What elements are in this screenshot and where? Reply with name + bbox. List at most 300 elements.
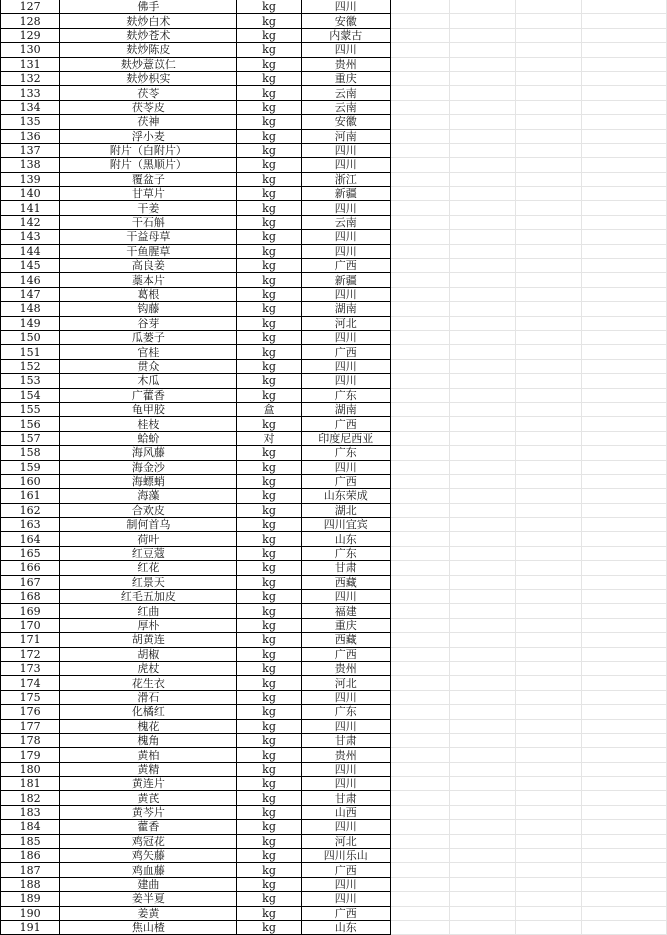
- empty-cell[interactable]: [515, 57, 581, 71]
- empty-cell[interactable]: [515, 575, 581, 589]
- empty-cell[interactable]: [390, 762, 449, 776]
- row-number-cell[interactable]: 159: [1, 460, 60, 474]
- herb-name-cell[interactable]: 胡黄连: [60, 633, 237, 647]
- origin-cell[interactable]: 印度尼西亚: [301, 431, 390, 445]
- empty-cell[interactable]: [390, 86, 449, 100]
- empty-cell[interactable]: [449, 388, 515, 402]
- origin-cell[interactable]: 甘肃: [301, 561, 390, 575]
- empty-cell[interactable]: [515, 474, 581, 488]
- herb-name-cell[interactable]: 红景天: [60, 575, 237, 589]
- unit-cell[interactable]: kg: [237, 388, 301, 402]
- empty-cell[interactable]: [581, 316, 666, 330]
- empty-cell[interactable]: [449, 906, 515, 920]
- empty-cell[interactable]: [449, 690, 515, 704]
- origin-cell[interactable]: 四川: [301, 690, 390, 704]
- empty-cell[interactable]: [390, 230, 449, 244]
- empty-cell[interactable]: [449, 604, 515, 618]
- empty-cell[interactable]: [581, 431, 666, 445]
- empty-cell[interactable]: [515, 748, 581, 762]
- origin-cell[interactable]: 山西: [301, 805, 390, 819]
- empty-cell[interactable]: [515, 0, 581, 14]
- row-number-cell[interactable]: 139: [1, 172, 60, 186]
- empty-cell[interactable]: [581, 446, 666, 460]
- empty-cell[interactable]: [449, 748, 515, 762]
- unit-cell[interactable]: kg: [237, 201, 301, 215]
- empty-cell[interactable]: [515, 791, 581, 805]
- row-number-cell[interactable]: 158: [1, 446, 60, 460]
- row-number-cell[interactable]: 137: [1, 143, 60, 157]
- empty-cell[interactable]: [515, 532, 581, 546]
- empty-cell[interactable]: [449, 71, 515, 85]
- unit-cell[interactable]: kg: [237, 877, 301, 891]
- herb-name-cell[interactable]: 槐花: [60, 719, 237, 733]
- unit-cell[interactable]: kg: [237, 115, 301, 129]
- empty-cell[interactable]: [515, 561, 581, 575]
- herb-name-cell[interactable]: 黄芩片: [60, 805, 237, 819]
- unit-cell[interactable]: kg: [237, 359, 301, 373]
- herb-name-cell[interactable]: 胡椒: [60, 647, 237, 661]
- empty-cell[interactable]: [515, 345, 581, 359]
- unit-cell[interactable]: kg: [237, 748, 301, 762]
- empty-cell[interactable]: [515, 590, 581, 604]
- unit-cell[interactable]: kg: [237, 259, 301, 273]
- row-number-cell[interactable]: 144: [1, 244, 60, 258]
- row-number-cell[interactable]: 149: [1, 316, 60, 330]
- empty-cell[interactable]: [449, 805, 515, 819]
- empty-cell[interactable]: [390, 849, 449, 863]
- origin-cell[interactable]: 山东: [301, 532, 390, 546]
- empty-cell[interactable]: [449, 215, 515, 229]
- empty-cell[interactable]: [390, 791, 449, 805]
- empty-cell[interactable]: [581, 661, 666, 675]
- empty-cell[interactable]: [515, 129, 581, 143]
- empty-cell[interactable]: [449, 330, 515, 344]
- empty-cell[interactable]: [515, 359, 581, 373]
- empty-cell[interactable]: [449, 820, 515, 834]
- empty-cell[interactable]: [581, 43, 666, 57]
- row-number-cell[interactable]: 131: [1, 57, 60, 71]
- empty-cell[interactable]: [449, 359, 515, 373]
- empty-cell[interactable]: [390, 906, 449, 920]
- row-number-cell[interactable]: 130: [1, 43, 60, 57]
- row-number-cell[interactable]: 184: [1, 820, 60, 834]
- empty-cell[interactable]: [581, 158, 666, 172]
- unit-cell[interactable]: kg: [237, 489, 301, 503]
- origin-cell[interactable]: 新疆: [301, 273, 390, 287]
- origin-cell[interactable]: 广西: [301, 417, 390, 431]
- unit-cell[interactable]: kg: [237, 604, 301, 618]
- row-number-cell[interactable]: 150: [1, 330, 60, 344]
- row-number-cell[interactable]: 151: [1, 345, 60, 359]
- herb-name-cell[interactable]: 建曲: [60, 877, 237, 891]
- empty-cell[interactable]: [390, 143, 449, 157]
- empty-cell[interactable]: [449, 172, 515, 186]
- empty-cell[interactable]: [581, 791, 666, 805]
- origin-cell[interactable]: 四川: [301, 43, 390, 57]
- empty-cell[interactable]: [390, 287, 449, 301]
- empty-cell[interactable]: [581, 100, 666, 114]
- unit-cell[interactable]: kg: [237, 532, 301, 546]
- empty-cell[interactable]: [390, 748, 449, 762]
- empty-cell[interactable]: [390, 374, 449, 388]
- empty-cell[interactable]: [515, 705, 581, 719]
- origin-cell[interactable]: 广西: [301, 863, 390, 877]
- empty-cell[interactable]: [581, 359, 666, 373]
- empty-cell[interactable]: [449, 561, 515, 575]
- origin-cell[interactable]: 新疆: [301, 187, 390, 201]
- herb-name-cell[interactable]: 红毛五加皮: [60, 590, 237, 604]
- empty-cell[interactable]: [581, 892, 666, 906]
- unit-cell[interactable]: kg: [237, 129, 301, 143]
- unit-cell[interactable]: kg: [237, 892, 301, 906]
- empty-cell[interactable]: [390, 489, 449, 503]
- unit-cell[interactable]: kg: [237, 71, 301, 85]
- origin-cell[interactable]: 甘肃: [301, 733, 390, 747]
- empty-cell[interactable]: [449, 417, 515, 431]
- unit-cell[interactable]: kg: [237, 733, 301, 747]
- empty-cell[interactable]: [581, 705, 666, 719]
- herb-name-cell[interactable]: 鸡矢藤: [60, 849, 237, 863]
- origin-cell[interactable]: 西藏: [301, 575, 390, 589]
- empty-cell[interactable]: [390, 705, 449, 719]
- empty-cell[interactable]: [515, 762, 581, 776]
- herb-name-cell[interactable]: 干姜: [60, 201, 237, 215]
- empty-cell[interactable]: [581, 877, 666, 891]
- empty-cell[interactable]: [390, 201, 449, 215]
- origin-cell[interactable]: 河南: [301, 129, 390, 143]
- empty-cell[interactable]: [515, 446, 581, 460]
- herb-name-cell[interactable]: 贯众: [60, 359, 237, 373]
- unit-cell[interactable]: kg: [237, 633, 301, 647]
- row-number-cell[interactable]: 129: [1, 28, 60, 42]
- unit-cell[interactable]: kg: [237, 302, 301, 316]
- empty-cell[interactable]: [581, 172, 666, 186]
- empty-cell[interactable]: [581, 388, 666, 402]
- herb-name-cell[interactable]: 海风藤: [60, 446, 237, 460]
- empty-cell[interactable]: [449, 460, 515, 474]
- herb-name-cell[interactable]: 麸炒白术: [60, 14, 237, 28]
- row-number-cell[interactable]: 155: [1, 402, 60, 416]
- unit-cell[interactable]: kg: [237, 417, 301, 431]
- empty-cell[interactable]: [581, 201, 666, 215]
- empty-cell[interactable]: [581, 834, 666, 848]
- empty-cell[interactable]: [390, 28, 449, 42]
- unit-cell[interactable]: kg: [237, 518, 301, 532]
- empty-cell[interactable]: [515, 316, 581, 330]
- herb-name-cell[interactable]: 官桂: [60, 345, 237, 359]
- empty-cell[interactable]: [515, 172, 581, 186]
- herb-name-cell[interactable]: 蛤蚧: [60, 431, 237, 445]
- empty-cell[interactable]: [449, 575, 515, 589]
- empty-cell[interactable]: [449, 791, 515, 805]
- empty-cell[interactable]: [449, 733, 515, 747]
- unit-cell[interactable]: kg: [237, 647, 301, 661]
- herb-name-cell[interactable]: 厚朴: [60, 618, 237, 632]
- row-number-cell[interactable]: 162: [1, 503, 60, 517]
- unit-cell[interactable]: kg: [237, 676, 301, 690]
- empty-cell[interactable]: [390, 215, 449, 229]
- unit-cell[interactable]: kg: [237, 661, 301, 675]
- herb-name-cell[interactable]: 花生衣: [60, 676, 237, 690]
- empty-cell[interactable]: [515, 834, 581, 848]
- empty-cell[interactable]: [449, 100, 515, 114]
- empty-cell[interactable]: [449, 590, 515, 604]
- empty-cell[interactable]: [581, 345, 666, 359]
- origin-cell[interactable]: 云南: [301, 100, 390, 114]
- herb-name-cell[interactable]: 鸡冠花: [60, 834, 237, 848]
- origin-cell[interactable]: 广西: [301, 906, 390, 920]
- row-number-cell[interactable]: 177: [1, 719, 60, 733]
- origin-cell[interactable]: 四川: [301, 201, 390, 215]
- empty-cell[interactable]: [581, 518, 666, 532]
- empty-cell[interactable]: [449, 474, 515, 488]
- empty-cell[interactable]: [581, 28, 666, 42]
- origin-cell[interactable]: 四川: [301, 460, 390, 474]
- herb-name-cell[interactable]: 黄芪: [60, 791, 237, 805]
- origin-cell[interactable]: 浙江: [301, 172, 390, 186]
- herb-name-cell[interactable]: 槐角: [60, 733, 237, 747]
- origin-cell[interactable]: 四川: [301, 590, 390, 604]
- empty-cell[interactable]: [449, 647, 515, 661]
- row-number-cell[interactable]: 167: [1, 575, 60, 589]
- row-number-cell[interactable]: 142: [1, 215, 60, 229]
- empty-cell[interactable]: [449, 302, 515, 316]
- row-number-cell[interactable]: 145: [1, 259, 60, 273]
- row-number-cell[interactable]: 140: [1, 187, 60, 201]
- empty-cell[interactable]: [449, 115, 515, 129]
- herb-name-cell[interactable]: 红豆蔻: [60, 546, 237, 560]
- origin-cell[interactable]: 贵州: [301, 661, 390, 675]
- origin-cell[interactable]: 广西: [301, 474, 390, 488]
- empty-cell[interactable]: [581, 633, 666, 647]
- empty-cell[interactable]: [515, 777, 581, 791]
- empty-cell[interactable]: [390, 676, 449, 690]
- row-number-cell[interactable]: 143: [1, 230, 60, 244]
- empty-cell[interactable]: [581, 71, 666, 85]
- empty-cell[interactable]: [515, 618, 581, 632]
- empty-cell[interactable]: [390, 402, 449, 416]
- origin-cell[interactable]: 重庆: [301, 71, 390, 85]
- herb-name-cell[interactable]: 附片（黑顺片）: [60, 158, 237, 172]
- empty-cell[interactable]: [449, 661, 515, 675]
- empty-cell[interactable]: [515, 86, 581, 100]
- empty-cell[interactable]: [515, 906, 581, 920]
- empty-cell[interactable]: [390, 100, 449, 114]
- empty-cell[interactable]: [515, 892, 581, 906]
- empty-cell[interactable]: [390, 805, 449, 819]
- origin-cell[interactable]: 内蒙古: [301, 28, 390, 42]
- herb-name-cell[interactable]: 红花: [60, 561, 237, 575]
- empty-cell[interactable]: [515, 546, 581, 560]
- herb-name-cell[interactable]: 高良姜: [60, 259, 237, 273]
- empty-cell[interactable]: [581, 115, 666, 129]
- empty-cell[interactable]: [390, 647, 449, 661]
- row-number-cell[interactable]: 190: [1, 906, 60, 920]
- row-number-cell[interactable]: 153: [1, 374, 60, 388]
- empty-cell[interactable]: [515, 676, 581, 690]
- empty-cell[interactable]: [390, 604, 449, 618]
- empty-cell[interactable]: [449, 14, 515, 28]
- empty-cell[interactable]: [449, 287, 515, 301]
- empty-cell[interactable]: [390, 244, 449, 258]
- empty-cell[interactable]: [390, 474, 449, 488]
- empty-cell[interactable]: [449, 201, 515, 215]
- herb-name-cell[interactable]: 藁本片: [60, 273, 237, 287]
- unit-cell[interactable]: 对: [237, 431, 301, 445]
- empty-cell[interactable]: [515, 402, 581, 416]
- unit-cell[interactable]: kg: [237, 273, 301, 287]
- row-number-cell[interactable]: 171: [1, 633, 60, 647]
- empty-cell[interactable]: [581, 287, 666, 301]
- empty-cell[interactable]: [390, 733, 449, 747]
- row-number-cell[interactable]: 173: [1, 661, 60, 675]
- origin-cell[interactable]: 西藏: [301, 633, 390, 647]
- empty-cell[interactable]: [515, 158, 581, 172]
- origin-cell[interactable]: 安徽: [301, 14, 390, 28]
- herb-name-cell[interactable]: 附片（白附片）: [60, 143, 237, 157]
- empty-cell[interactable]: [390, 273, 449, 287]
- origin-cell[interactable]: 湖南: [301, 402, 390, 416]
- empty-cell[interactable]: [449, 129, 515, 143]
- empty-cell[interactable]: [581, 460, 666, 474]
- empty-cell[interactable]: [449, 259, 515, 273]
- origin-cell[interactable]: 四川: [301, 287, 390, 301]
- unit-cell[interactable]: kg: [237, 777, 301, 791]
- herb-name-cell[interactable]: 桂枝: [60, 417, 237, 431]
- empty-cell[interactable]: [581, 575, 666, 589]
- row-number-cell[interactable]: 141: [1, 201, 60, 215]
- empty-cell[interactable]: [390, 777, 449, 791]
- herb-name-cell[interactable]: 木瓜: [60, 374, 237, 388]
- empty-cell[interactable]: [449, 446, 515, 460]
- herb-name-cell[interactable]: 制何首乌: [60, 518, 237, 532]
- row-number-cell[interactable]: 188: [1, 877, 60, 891]
- herb-name-cell[interactable]: 黄柏: [60, 748, 237, 762]
- herb-name-cell[interactable]: 姜黄: [60, 906, 237, 920]
- unit-cell[interactable]: kg: [237, 460, 301, 474]
- empty-cell[interactable]: [449, 705, 515, 719]
- empty-cell[interactable]: [390, 575, 449, 589]
- unit-cell[interactable]: kg: [237, 14, 301, 28]
- empty-cell[interactable]: [449, 503, 515, 517]
- empty-cell[interactable]: [515, 115, 581, 129]
- herb-name-cell[interactable]: 覆盆子: [60, 172, 237, 186]
- empty-cell[interactable]: [581, 302, 666, 316]
- origin-cell[interactable]: 重庆: [301, 618, 390, 632]
- empty-cell[interactable]: [515, 431, 581, 445]
- empty-cell[interactable]: [449, 345, 515, 359]
- empty-cell[interactable]: [515, 460, 581, 474]
- empty-cell[interactable]: [581, 863, 666, 877]
- row-number-cell[interactable]: 163: [1, 518, 60, 532]
- empty-cell[interactable]: [449, 402, 515, 416]
- unit-cell[interactable]: kg: [237, 215, 301, 229]
- empty-cell[interactable]: [449, 719, 515, 733]
- empty-cell[interactable]: [581, 374, 666, 388]
- row-number-cell[interactable]: 128: [1, 14, 60, 28]
- unit-cell[interactable]: kg: [237, 230, 301, 244]
- empty-cell[interactable]: [581, 733, 666, 747]
- unit-cell[interactable]: kg: [237, 43, 301, 57]
- row-number-cell[interactable]: 134: [1, 100, 60, 114]
- unit-cell[interactable]: kg: [237, 546, 301, 560]
- empty-cell[interactable]: [581, 86, 666, 100]
- herb-name-cell[interactable]: 谷芽: [60, 316, 237, 330]
- empty-cell[interactable]: [390, 503, 449, 517]
- empty-cell[interactable]: [390, 446, 449, 460]
- row-number-cell[interactable]: 133: [1, 86, 60, 100]
- empty-cell[interactable]: [515, 733, 581, 747]
- unit-cell[interactable]: kg: [237, 791, 301, 805]
- empty-cell[interactable]: [390, 820, 449, 834]
- origin-cell[interactable]: 广西: [301, 647, 390, 661]
- row-number-cell[interactable]: 132: [1, 71, 60, 85]
- empty-cell[interactable]: [449, 834, 515, 848]
- herb-name-cell[interactable]: 化橘红: [60, 705, 237, 719]
- row-number-cell[interactable]: 152: [1, 359, 60, 373]
- row-number-cell[interactable]: 191: [1, 921, 60, 935]
- empty-cell[interactable]: [390, 259, 449, 273]
- unit-cell[interactable]: kg: [237, 474, 301, 488]
- empty-cell[interactable]: [390, 546, 449, 560]
- empty-cell[interactable]: [515, 388, 581, 402]
- herb-name-cell[interactable]: 干石斛: [60, 215, 237, 229]
- empty-cell[interactable]: [390, 14, 449, 28]
- unit-cell[interactable]: kg: [237, 719, 301, 733]
- empty-cell[interactable]: [390, 532, 449, 546]
- empty-cell[interactable]: [581, 330, 666, 344]
- herb-name-cell[interactable]: 甘草片: [60, 187, 237, 201]
- row-number-cell[interactable]: 147: [1, 287, 60, 301]
- origin-cell[interactable]: 贵州: [301, 57, 390, 71]
- empty-cell[interactable]: [581, 647, 666, 661]
- empty-cell[interactable]: [449, 849, 515, 863]
- unit-cell[interactable]: kg: [237, 690, 301, 704]
- row-number-cell[interactable]: 182: [1, 791, 60, 805]
- origin-cell[interactable]: 广东: [301, 388, 390, 402]
- empty-cell[interactable]: [390, 633, 449, 647]
- herb-name-cell[interactable]: 瓜蒌子: [60, 330, 237, 344]
- herb-name-cell[interactable]: 荷叶: [60, 532, 237, 546]
- row-number-cell[interactable]: 136: [1, 129, 60, 143]
- herb-name-cell[interactable]: 滑石: [60, 690, 237, 704]
- empty-cell[interactable]: [515, 259, 581, 273]
- empty-cell[interactable]: [515, 28, 581, 42]
- unit-cell[interactable]: kg: [237, 906, 301, 920]
- origin-cell[interactable]: 四川: [301, 719, 390, 733]
- empty-cell[interactable]: [581, 230, 666, 244]
- herb-name-cell[interactable]: 虎杖: [60, 661, 237, 675]
- empty-cell[interactable]: [449, 863, 515, 877]
- empty-cell[interactable]: [581, 503, 666, 517]
- origin-cell[interactable]: 贵州: [301, 748, 390, 762]
- row-number-cell[interactable]: 146: [1, 273, 60, 287]
- unit-cell[interactable]: kg: [237, 503, 301, 517]
- herb-name-cell[interactable]: 海金沙: [60, 460, 237, 474]
- empty-cell[interactable]: [390, 345, 449, 359]
- empty-cell[interactable]: [390, 834, 449, 848]
- empty-cell[interactable]: [515, 143, 581, 157]
- empty-cell[interactable]: [581, 215, 666, 229]
- herb-name-cell[interactable]: 黄连片: [60, 777, 237, 791]
- empty-cell[interactable]: [449, 532, 515, 546]
- empty-cell[interactable]: [581, 604, 666, 618]
- unit-cell[interactable]: kg: [237, 820, 301, 834]
- empty-cell[interactable]: [515, 43, 581, 57]
- empty-cell[interactable]: [449, 877, 515, 891]
- empty-cell[interactable]: [515, 849, 581, 863]
- empty-cell[interactable]: [449, 0, 515, 14]
